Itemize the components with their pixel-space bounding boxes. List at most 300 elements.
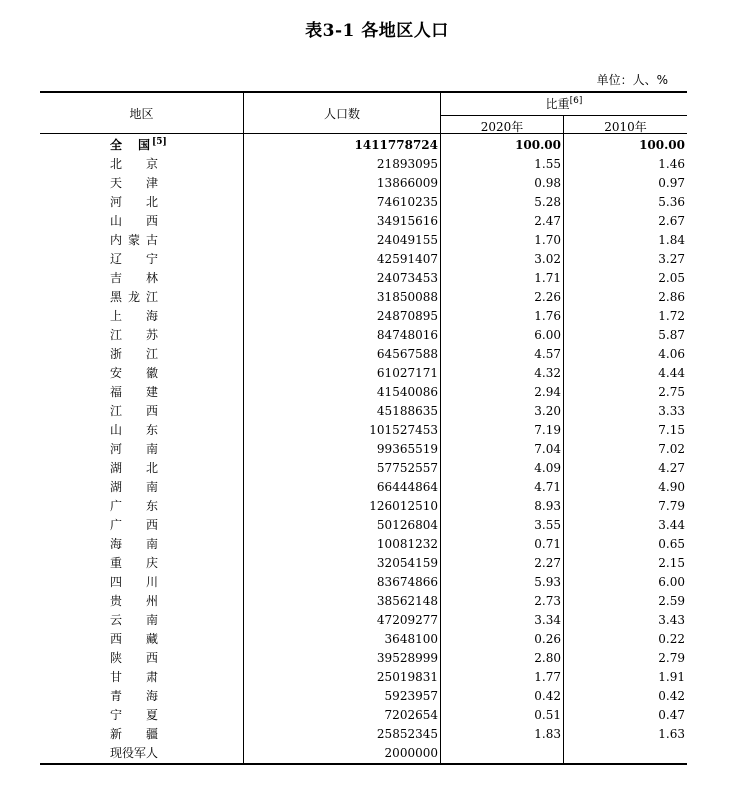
region-label: 广东 — [110, 499, 158, 513]
table-row — [40, 592, 687, 611]
population-value: 42591407 — [376, 252, 438, 266]
table-row — [40, 535, 687, 554]
share-2020-value: 2.27 — [534, 556, 561, 570]
cell-region — [40, 516, 243, 535]
cell-region — [40, 193, 243, 212]
cell-region — [40, 440, 243, 459]
share-2010-value: 2.86 — [658, 290, 685, 304]
population-value: 39528999 — [376, 651, 438, 665]
cell-region — [40, 497, 243, 516]
cell-share-2020 — [441, 212, 563, 231]
cell-share-2020 — [441, 554, 563, 573]
cell-region — [40, 535, 243, 554]
cell-population — [244, 193, 440, 212]
share-2020-value: 3.02 — [534, 252, 561, 266]
population-value: 24870895 — [376, 309, 438, 323]
cell-share-2010 — [564, 516, 687, 535]
region-label: 西藏 — [110, 632, 158, 646]
table-row — [40, 516, 687, 535]
cell-share-2020 — [441, 706, 563, 725]
cell-share-2010 — [564, 611, 687, 630]
population-value: 7202654 — [384, 708, 438, 722]
population-value: 101527453 — [369, 423, 438, 437]
share-2020-value: 1.77 — [534, 670, 561, 684]
population-table — [40, 91, 687, 765]
cell-population — [244, 421, 440, 440]
population-value: 25019831 — [376, 670, 438, 684]
cell-population — [244, 725, 440, 744]
population-value: 83674866 — [376, 575, 438, 589]
header-share — [441, 95, 687, 112]
cell-share-2020 — [441, 307, 563, 326]
cell-share-2020 — [441, 231, 563, 250]
region-label: 安徽 — [110, 366, 158, 380]
share-2010-value: 7.02 — [658, 442, 685, 456]
share-2010-value: 0.47 — [658, 708, 685, 722]
cell-share-2010 — [564, 326, 687, 345]
table-row — [40, 687, 687, 706]
population-value: 66444864 — [376, 480, 438, 494]
cell-population — [244, 383, 440, 402]
population-value: 50126804 — [376, 518, 438, 532]
share-2020-value: 7.19 — [534, 423, 561, 437]
region-label: 辽宁 — [110, 252, 158, 266]
cell-region — [40, 459, 243, 478]
cell-share-2020 — [441, 725, 563, 744]
share-2020-value: 1.55 — [534, 157, 561, 171]
region-label: 青海 — [110, 689, 158, 703]
cell-region — [40, 231, 243, 250]
table-row — [40, 440, 687, 459]
region-label: 上海 — [110, 309, 158, 323]
share-2010-value: 7.79 — [658, 499, 685, 513]
cell-region — [40, 383, 243, 402]
share-2020-value: 8.93 — [534, 499, 561, 513]
cell-share-2010 — [564, 725, 687, 744]
table-row — [40, 269, 687, 288]
population-value: 32054159 — [376, 556, 438, 570]
table-row — [40, 231, 687, 250]
cell-share-2020 — [441, 174, 563, 193]
cell-region — [40, 364, 243, 383]
cell-region — [40, 554, 243, 573]
cell-share-2020 — [441, 269, 563, 288]
cell-region — [40, 288, 243, 307]
table-row — [40, 554, 687, 573]
region-label: 贵州 — [110, 594, 158, 608]
population-value: 13866009 — [376, 176, 438, 190]
cell-region — [40, 573, 243, 592]
cell-share-2020 — [441, 288, 563, 307]
region-label: 新疆 — [110, 727, 158, 741]
cell-share-2010 — [564, 649, 687, 668]
cell-share-2010 — [564, 535, 687, 554]
share-2010-value: 6.00 — [658, 575, 685, 589]
share-2010-value: 100.00 — [639, 138, 685, 152]
cell-population — [244, 668, 440, 687]
share-2020-value: 0.98 — [534, 176, 561, 190]
share-2010-value: 2.59 — [658, 594, 685, 608]
share-2020-value: 0.51 — [534, 708, 561, 722]
cell-region — [40, 326, 243, 345]
share-2020-value: 1.76 — [534, 309, 561, 323]
population-value: 64567588 — [376, 347, 438, 361]
cell-population — [244, 592, 440, 611]
cell-region — [40, 155, 243, 174]
share-2020-value: 3.34 — [534, 613, 561, 627]
population-value: 126012510 — [369, 499, 438, 513]
cell-share-2010 — [564, 193, 687, 212]
region-label: 海南 — [110, 537, 158, 551]
share-2010-value: 0.22 — [658, 632, 685, 646]
share-2020-value: 6.00 — [534, 328, 561, 342]
share-2020-value: 3.55 — [534, 518, 561, 532]
share-2010-value: 4.90 — [658, 480, 685, 494]
cell-region — [40, 307, 243, 326]
cell-share-2010 — [564, 383, 687, 402]
table-row — [40, 307, 687, 326]
share-2010-value: 3.43 — [658, 613, 685, 627]
population-value: 1411778724 — [354, 138, 438, 152]
population-value: 61027171 — [376, 366, 438, 380]
table-bottom-rule — [40, 763, 687, 765]
cell-share-2020 — [441, 649, 563, 668]
table-row — [40, 459, 687, 478]
population-value: 21893095 — [376, 157, 438, 171]
share-2010-value: 0.42 — [658, 689, 685, 703]
cell-share-2010 — [564, 402, 687, 421]
table-row — [40, 668, 687, 687]
region-label: 甘肃 — [110, 670, 158, 684]
population-value: 38562148 — [376, 594, 438, 608]
region-label: 湖南 — [110, 480, 158, 494]
cell-population — [244, 459, 440, 478]
region-label: 江西 — [110, 404, 158, 418]
region-label: 山西 — [110, 214, 158, 228]
table-row — [40, 383, 687, 402]
share-2010-value: 1.46 — [658, 157, 685, 171]
table-row-total — [40, 136, 687, 155]
region-label: 河北 — [110, 195, 158, 209]
cell-region — [40, 212, 243, 231]
cell-share-2020 — [441, 136, 563, 155]
cell-population — [244, 155, 440, 174]
share-2020-value: 100.00 — [515, 138, 561, 152]
table-row — [40, 326, 687, 345]
cell-region — [40, 649, 243, 668]
table-row — [40, 288, 687, 307]
population-value: 84748016 — [376, 328, 438, 342]
cell-population — [244, 744, 440, 763]
cell-share-2020 — [441, 250, 563, 269]
share-2020-value: 3.20 — [534, 404, 561, 418]
cell-share-2020 — [441, 611, 563, 630]
cell-share-2010 — [564, 212, 687, 231]
cell-region — [40, 687, 243, 706]
cell-population — [244, 326, 440, 345]
cell-share-2010 — [564, 231, 687, 250]
table-row — [40, 421, 687, 440]
cell-share-2020 — [441, 193, 563, 212]
region-label: 福建 — [110, 385, 158, 399]
share-2010-value: 4.27 — [658, 461, 685, 475]
cell-population — [244, 345, 440, 364]
share-2020-value: 4.71 — [534, 480, 561, 494]
cell-population — [244, 554, 440, 573]
share-2020-value: 0.71 — [534, 537, 561, 551]
share-2010-value: 3.33 — [658, 404, 685, 418]
cell-share-2020 — [441, 668, 563, 687]
cell-population — [244, 649, 440, 668]
population-value: 34915616 — [376, 214, 438, 228]
share-2010-value: 5.36 — [658, 195, 685, 209]
cell-population — [244, 288, 440, 307]
cell-population — [244, 478, 440, 497]
table-row — [40, 402, 687, 421]
share-2020-value: 2.94 — [534, 385, 561, 399]
header-share-note: [6] — [569, 96, 583, 106]
total-note: [5] — [152, 137, 167, 147]
cell-share-2020 — [441, 478, 563, 497]
cell-share-2010 — [564, 364, 687, 383]
cell-share-2010 — [564, 174, 687, 193]
cell-share-2020 — [441, 440, 563, 459]
region-label: 山东 — [110, 423, 158, 437]
table-row — [40, 630, 687, 649]
cell-share-2010 — [564, 307, 687, 326]
cell-population — [244, 174, 440, 193]
population-value: 25852345 — [376, 727, 438, 741]
region-label: 吉林 — [110, 271, 158, 285]
cell-share-2010 — [564, 554, 687, 573]
cell-share-2010 — [564, 345, 687, 364]
cell-region — [40, 478, 243, 497]
share-2010-value: 0.97 — [658, 176, 685, 190]
cell-population — [244, 687, 440, 706]
cell-population — [244, 307, 440, 326]
cell-share-2010 — [564, 630, 687, 649]
cell-share-2020 — [441, 516, 563, 535]
cell-share-2020 — [441, 155, 563, 174]
cell-population — [244, 269, 440, 288]
cell-region — [40, 345, 243, 364]
cell-population — [244, 573, 440, 592]
share-2010-value: 4.44 — [658, 366, 685, 380]
share-2020-value: 4.09 — [534, 461, 561, 475]
cell-population — [244, 212, 440, 231]
cell-share-2010 — [564, 155, 687, 174]
cell-share-2010 — [564, 269, 687, 288]
cell-population — [244, 535, 440, 554]
share-2020-value: 2.73 — [534, 594, 561, 608]
region-label: 云南 — [110, 613, 158, 627]
cell-share-2010 — [564, 136, 687, 155]
share-2010-value — [685, 746, 687, 760]
cell-region — [40, 136, 243, 155]
header-population: 人口数 — [323, 107, 360, 121]
cell-share-2010 — [564, 250, 687, 269]
share-2020-value: 5.93 — [534, 575, 561, 589]
region-label: 现役军人 — [110, 746, 159, 760]
share-2010-value: 2.79 — [658, 651, 685, 665]
cell-region — [40, 744, 243, 763]
population-value: 41540086 — [376, 385, 438, 399]
cell-region — [40, 174, 243, 193]
table-top-rule — [40, 91, 687, 93]
share-2010-value: 7.15 — [658, 423, 685, 437]
population-value: 74610235 — [376, 195, 438, 209]
share-2020-value: 1.70 — [534, 233, 561, 247]
region-label: 四川 — [110, 575, 158, 589]
cell-share-2010 — [564, 497, 687, 516]
cell-population — [244, 231, 440, 250]
cell-share-2010 — [564, 706, 687, 725]
cell-share-2010 — [564, 573, 687, 592]
cell-region — [40, 402, 243, 421]
cell-share-2010 — [564, 459, 687, 478]
region-label: 河南 — [110, 442, 158, 456]
cell-share-2020 — [441, 573, 563, 592]
cell-region — [40, 592, 243, 611]
share-2020-value: 2.26 — [534, 290, 561, 304]
table-row — [40, 725, 687, 744]
cell-share-2010 — [564, 687, 687, 706]
share-2010-value: 3.44 — [658, 518, 685, 532]
cell-region — [40, 421, 243, 440]
cell-region — [40, 668, 243, 687]
cell-population — [244, 136, 440, 155]
region-label: 全 国 — [110, 138, 150, 152]
cell-share-2020 — [441, 402, 563, 421]
share-2010-value: 2.67 — [658, 214, 685, 228]
share-2010-value: 1.63 — [658, 727, 685, 741]
cell-share-2020 — [441, 383, 563, 402]
share-2020-value: 2.80 — [534, 651, 561, 665]
share-2010-value: 2.15 — [658, 556, 685, 570]
table-row — [40, 364, 687, 383]
population-value: 57752557 — [376, 461, 438, 475]
table-row — [40, 706, 687, 725]
cell-population — [244, 364, 440, 383]
share-2010-value: 1.72 — [658, 309, 685, 323]
cell-share-2020 — [441, 592, 563, 611]
share-2020-value: 7.04 — [534, 442, 561, 456]
population-value: 5923957 — [384, 689, 438, 703]
region-label: 浙江 — [110, 347, 158, 361]
cell-region — [40, 250, 243, 269]
cell-population — [244, 630, 440, 649]
share-2010-value: 4.06 — [658, 347, 685, 361]
share-2020-value: 5.28 — [534, 195, 561, 209]
population-value: 10081232 — [376, 537, 438, 551]
share-2020-value: 1.71 — [534, 271, 561, 285]
region-label: 北京 — [110, 157, 158, 171]
cell-share-2010 — [564, 744, 687, 763]
header-share-label: 比重 — [545, 97, 570, 111]
cell-share-2010 — [564, 288, 687, 307]
table-row — [40, 174, 687, 193]
cell-population — [244, 250, 440, 269]
table-row — [40, 649, 687, 668]
region-label: 内蒙古 — [110, 233, 158, 247]
cell-share-2020 — [441, 630, 563, 649]
cell-population — [244, 611, 440, 630]
cell-population — [244, 440, 440, 459]
share-2020-value: 0.26 — [534, 632, 561, 646]
cell-share-2020 — [441, 364, 563, 383]
table-row — [40, 478, 687, 497]
header-year-2010: 2010年 — [604, 120, 647, 134]
table-row — [40, 193, 687, 212]
cell-share-2010 — [564, 668, 687, 687]
unit-label: 单位：人、% — [596, 73, 668, 87]
table-row — [40, 497, 687, 516]
share-2020-value: 2.47 — [534, 214, 561, 228]
share-2020-value: 1.83 — [534, 727, 561, 741]
cell-share-2020 — [441, 421, 563, 440]
region-label: 黑龙江 — [110, 290, 158, 304]
share-2010-value: 5.87 — [658, 328, 685, 342]
population-value: 2000000 — [384, 746, 438, 760]
share-2020-value: 4.32 — [534, 366, 561, 380]
cell-region — [40, 630, 243, 649]
share-2010-value: 1.84 — [658, 233, 685, 247]
cell-region — [40, 706, 243, 725]
table-row — [40, 573, 687, 592]
cell-region — [40, 725, 243, 744]
population-value: 47209277 — [376, 613, 438, 627]
cell-population — [244, 402, 440, 421]
population-value: 99365519 — [376, 442, 438, 456]
share-sub-rule — [441, 115, 687, 116]
cell-region — [40, 269, 243, 288]
share-2010-value: 2.75 — [658, 385, 685, 399]
table-row — [40, 155, 687, 174]
population-value: 45188635 — [376, 404, 438, 418]
cell-population — [244, 497, 440, 516]
share-2010-value: 3.27 — [658, 252, 685, 266]
population-value: 31850088 — [376, 290, 438, 304]
region-label: 湖北 — [110, 461, 158, 475]
cell-share-2010 — [564, 592, 687, 611]
cell-region — [40, 611, 243, 630]
share-2010-value: 2.05 — [658, 271, 685, 285]
table-row — [40, 611, 687, 630]
table-row — [40, 212, 687, 231]
page-title: 表3-1 各地区人口 — [305, 21, 449, 41]
cell-share-2020 — [441, 497, 563, 516]
cell-share-2020 — [441, 535, 563, 554]
population-value: 24049155 — [376, 233, 438, 247]
region-label: 广西 — [110, 518, 158, 532]
header-region: 地区 — [129, 107, 154, 121]
region-label: 天津 — [110, 176, 158, 190]
region-label: 宁夏 — [110, 708, 158, 722]
share-2020-value: 0.42 — [534, 689, 561, 703]
table-row — [40, 744, 687, 763]
share-2010-value: 0.65 — [658, 537, 685, 551]
table-row — [40, 250, 687, 269]
table-row — [40, 345, 687, 364]
cell-share-2020 — [441, 326, 563, 345]
header-year-2020: 2020年 — [480, 120, 524, 134]
population-value: 3648100 — [384, 632, 438, 646]
cell-population — [244, 706, 440, 725]
cell-share-2010 — [564, 440, 687, 459]
region-label: 重庆 — [110, 556, 158, 570]
cell-population — [244, 516, 440, 535]
cell-share-2010 — [564, 478, 687, 497]
